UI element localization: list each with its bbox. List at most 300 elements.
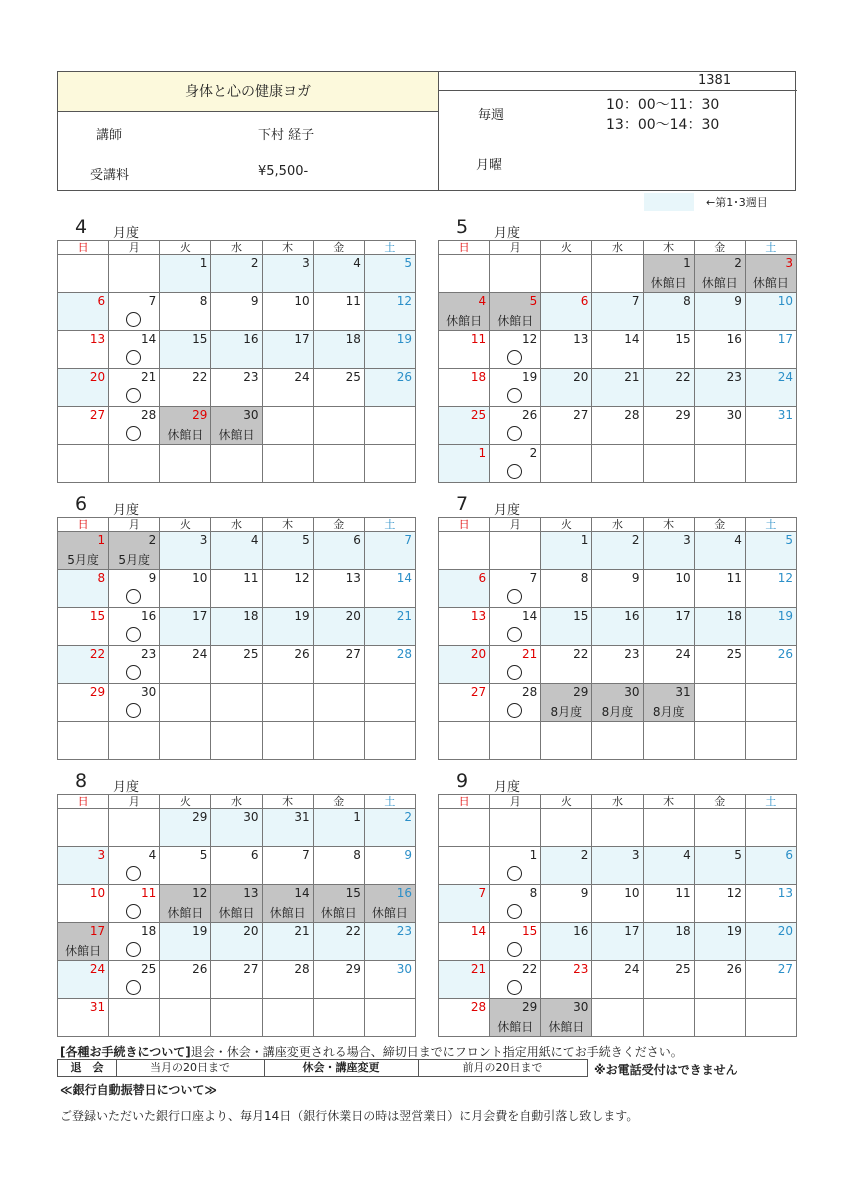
day-cell (694, 847, 745, 885)
day-cell (160, 570, 211, 608)
day-cell (490, 369, 541, 407)
time-slot-1: 10：00～11：30 (606, 97, 720, 113)
day-number: 13 (573, 332, 589, 346)
calendar-grid (438, 517, 797, 760)
day-number: 15 (522, 924, 538, 938)
day-number: 10 (192, 571, 208, 585)
day-cell (643, 445, 694, 483)
week-row (58, 445, 416, 483)
day-cell (109, 369, 160, 407)
day-number: 24 (89, 962, 106, 976)
day-number: 8 (353, 848, 361, 862)
day-number: 21 (141, 370, 157, 384)
day-cell (745, 608, 796, 646)
day-cell (643, 331, 694, 369)
day-cell (694, 885, 745, 923)
day-number: 30 (141, 685, 157, 699)
month-suffix: 月度 (113, 503, 140, 518)
day-cell (109, 999, 160, 1037)
day-number: 26 (522, 408, 538, 422)
day-cell (211, 532, 262, 570)
day-number: 10 (777, 294, 793, 308)
class-day-circle-icon (126, 942, 141, 957)
day-cell (364, 722, 415, 760)
week-row (439, 407, 797, 445)
weekday-header: 火 (160, 241, 211, 255)
day-number: 19 (777, 609, 793, 623)
day-number: 5 (529, 294, 538, 308)
calendar-grid (438, 794, 797, 1037)
day-cell (541, 293, 592, 331)
day-cell (160, 961, 211, 999)
month-header (438, 493, 797, 518)
day-number: 12 (522, 332, 538, 346)
day-number: 1 (478, 446, 487, 460)
month-header (438, 216, 797, 241)
month-number: 9 (456, 770, 469, 792)
day-cell (160, 331, 211, 369)
week-row (58, 255, 416, 293)
legend-note: ←第1･3週目 (706, 196, 768, 209)
day-note: 休館日 (371, 906, 408, 920)
day-number: 13 (243, 886, 259, 900)
weekday-header: 水 (592, 241, 643, 255)
day-cell (364, 331, 415, 369)
day-cell (745, 722, 796, 760)
day-cell (592, 809, 643, 847)
day-cell (58, 885, 109, 923)
day-number: 7 (148, 294, 157, 308)
day-cell (211, 445, 262, 483)
day-cell (592, 407, 643, 445)
day-number: 1 (529, 848, 538, 862)
day-number: 1 (580, 533, 589, 547)
day-cell (211, 331, 262, 369)
day-cell (160, 885, 211, 923)
day-number: 23 (396, 924, 412, 938)
week-row (58, 331, 416, 369)
day-cell (439, 445, 490, 483)
class-title: 身体と心の健康ヨガ (58, 72, 438, 112)
day-cell (694, 722, 745, 760)
day-cell (364, 999, 415, 1037)
month-header (57, 493, 416, 518)
day-cell (592, 684, 643, 722)
week-row (439, 885, 797, 923)
day-cell (160, 809, 211, 847)
day-cell (211, 369, 262, 407)
day-number: 3 (683, 533, 691, 547)
day-number: 24 (675, 647, 691, 661)
weekday-header: 火 (541, 518, 592, 532)
day-number: 6 (580, 294, 589, 308)
day-number: 12 (396, 294, 412, 308)
month-suffix: 月度 (113, 226, 140, 241)
day-cell (262, 255, 313, 293)
week-row (439, 570, 797, 608)
day-cell (109, 532, 160, 570)
day-number: 17 (192, 609, 208, 623)
day-cell (313, 809, 364, 847)
day-cell (745, 570, 796, 608)
day-cell (211, 570, 262, 608)
weekday-header: 月 (109, 518, 160, 532)
weekday-header: 金 (313, 241, 364, 255)
week-row (58, 961, 416, 999)
calendar-grid (57, 517, 416, 760)
day-cell (541, 809, 592, 847)
day-number: 17 (294, 332, 310, 346)
class-day-circle-icon (126, 589, 141, 604)
day-cell (262, 331, 313, 369)
week-row (439, 331, 797, 369)
week-row (58, 722, 416, 760)
weekday-header: 土 (364, 518, 415, 532)
month-suffix: 月度 (494, 780, 521, 795)
day-number: 22 (573, 647, 589, 661)
class-info-box (57, 71, 796, 191)
day-cell (694, 255, 745, 293)
month-calendar (57, 770, 416, 1037)
day-cell (541, 722, 592, 760)
month-calendar (438, 493, 797, 760)
day-cell (364, 608, 415, 646)
frequency: 毎週 (478, 108, 505, 123)
day-number: 21 (396, 609, 412, 623)
day-cell (643, 961, 694, 999)
day-cell (160, 646, 211, 684)
day-cell (592, 532, 643, 570)
day-number: 6 (250, 848, 259, 862)
week-row (439, 722, 797, 760)
day-number: 31 (675, 685, 691, 699)
day-number: 4 (250, 533, 259, 547)
day-cell (364, 570, 415, 608)
day-number: 5 (199, 848, 208, 862)
day-cell (439, 331, 490, 369)
day-cell (160, 923, 211, 961)
weekday-header: 日 (58, 518, 109, 532)
day-cell (58, 809, 109, 847)
week-row (439, 923, 797, 961)
day-note: 休館日 (752, 276, 789, 290)
calendar-grid (438, 240, 797, 483)
day-cell (592, 608, 643, 646)
day-number: 3 (785, 256, 793, 270)
day-note: 休館日 (497, 314, 534, 328)
day-cell (262, 923, 313, 961)
day-number: 14 (522, 609, 538, 623)
day-cell (262, 684, 313, 722)
day-number: 23 (243, 370, 259, 384)
day-cell (160, 608, 211, 646)
day-number: 13 (777, 886, 793, 900)
day-number: 28 (141, 408, 157, 422)
week-row (58, 885, 416, 923)
weekday-header: 木 (643, 795, 694, 809)
day-number: 18 (345, 332, 361, 346)
day-cell (58, 369, 109, 407)
class-day-circle-icon (507, 350, 522, 365)
day-cell (262, 445, 313, 483)
month-number: 8 (75, 770, 88, 792)
day-cell (643, 809, 694, 847)
class-day-circle-icon (507, 980, 522, 995)
day-cell (211, 961, 262, 999)
day-cell (364, 885, 415, 923)
day-number: 9 (250, 294, 259, 308)
day-number: 30 (243, 810, 259, 824)
weekday-header: 月 (109, 241, 160, 255)
day-number: 10 (294, 294, 310, 308)
day-number: 24 (192, 647, 208, 661)
day-number: 11 (243, 571, 259, 585)
day-cell (643, 722, 694, 760)
day-cell (745, 923, 796, 961)
day-cell (211, 684, 262, 722)
class-day-circle-icon (507, 627, 522, 642)
day-number: 30 (726, 408, 742, 422)
day-number: 14 (470, 924, 487, 938)
day-number: 23 (726, 370, 742, 384)
day-number: 5 (734, 848, 742, 862)
day-cell (745, 369, 796, 407)
day-cell (694, 532, 745, 570)
day-cell (592, 847, 643, 885)
day-cell (643, 646, 694, 684)
day-cell (313, 407, 364, 445)
day-cell (541, 255, 592, 293)
class-day-circle-icon (507, 589, 522, 604)
day-number: 28 (624, 408, 640, 422)
day-cell (364, 847, 415, 885)
day-number: 12 (192, 886, 208, 900)
day-number: 17 (675, 609, 691, 623)
day-number: 7 (478, 886, 487, 900)
day-cell (541, 369, 592, 407)
day-cell (490, 570, 541, 608)
weekday-header: 土 (745, 241, 796, 255)
class-day-circle-icon (507, 942, 522, 957)
day-cell (364, 445, 415, 483)
day-number: 18 (243, 609, 259, 623)
week-row (439, 293, 797, 331)
day-number: 7 (631, 294, 640, 308)
class-day-circle-icon (507, 703, 522, 718)
day-cell (694, 646, 745, 684)
day-cell (490, 532, 541, 570)
day-cell (109, 646, 160, 684)
day-cell (541, 999, 592, 1037)
day-cell (211, 293, 262, 331)
day-number: 27 (89, 408, 106, 422)
day-cell (592, 646, 643, 684)
week-row (58, 809, 416, 847)
day-number: 16 (624, 609, 640, 623)
day-cell (364, 646, 415, 684)
day-number: 25 (345, 370, 361, 384)
day-number: 8 (580, 571, 589, 585)
weekday-header: 土 (745, 795, 796, 809)
day-cell (313, 532, 364, 570)
day-number: 6 (478, 571, 487, 585)
day-cell (745, 961, 796, 999)
week-row (439, 684, 797, 722)
day-cell (745, 445, 796, 483)
day-number: 18 (141, 924, 157, 938)
day-number: 5 (785, 533, 793, 547)
day-cell (160, 407, 211, 445)
month-calendar (438, 770, 797, 1037)
day-cell (541, 961, 592, 999)
month-number: 5 (456, 216, 469, 238)
day-cell (592, 961, 643, 999)
day-cell (160, 445, 211, 483)
class-day: 月曜 (476, 158, 503, 173)
day-number: 13 (89, 332, 106, 346)
day-cell (694, 809, 745, 847)
day-cell (490, 999, 541, 1037)
procedures-heading: [各種お手続きについて] (60, 1045, 191, 1059)
day-cell (58, 570, 109, 608)
day-number: 19 (726, 924, 742, 938)
class-day-circle-icon (507, 426, 522, 441)
day-cell (262, 885, 313, 923)
day-number: 20 (243, 924, 259, 938)
day-number: 30 (396, 962, 412, 976)
withdraw-label: 退 会 (58, 1060, 117, 1076)
day-number: 29 (522, 1000, 538, 1014)
day-number: 28 (396, 647, 412, 661)
week-row (58, 646, 416, 684)
class-day-circle-icon (126, 980, 141, 995)
day-number: 29 (192, 408, 208, 422)
day-number: 10 (89, 886, 106, 900)
time-slot-2: 13：00～14：30 (606, 117, 720, 133)
day-cell (745, 847, 796, 885)
week-row (58, 684, 416, 722)
week-row (439, 847, 797, 885)
day-cell (109, 570, 160, 608)
day-number: 25 (675, 962, 691, 976)
day-cell (58, 331, 109, 369)
day-cell (109, 445, 160, 483)
day-cell (592, 722, 643, 760)
week-row (439, 961, 797, 999)
day-number: 1 (97, 533, 106, 547)
weekday-header: 土 (364, 795, 415, 809)
day-cell (109, 684, 160, 722)
week-row (439, 608, 797, 646)
day-cell (58, 923, 109, 961)
week-row (439, 809, 797, 847)
day-cell (643, 923, 694, 961)
day-cell (541, 923, 592, 961)
day-cell (439, 885, 490, 923)
day-number: 31 (89, 1000, 106, 1014)
day-note: 5月度 (67, 553, 99, 567)
day-number: 10 (675, 571, 691, 585)
day-number: 21 (470, 962, 487, 976)
week-row (439, 255, 797, 293)
day-number: 15 (192, 332, 208, 346)
day-cell (364, 532, 415, 570)
day-cell (694, 608, 745, 646)
day-cell (160, 255, 211, 293)
day-number: 20 (573, 370, 589, 384)
weekday-header: 日 (58, 795, 109, 809)
day-cell (58, 999, 109, 1037)
day-cell (541, 684, 592, 722)
day-number: 15 (675, 332, 691, 346)
day-number: 2 (250, 256, 259, 270)
bank-heading: ≪銀行自動振替日について≫ (60, 1083, 217, 1097)
day-number: 20 (470, 647, 487, 661)
month-suffix: 月度 (113, 780, 140, 795)
day-number: 18 (675, 924, 691, 938)
day-cell (364, 369, 415, 407)
month-calendar (57, 493, 416, 760)
day-cell (541, 407, 592, 445)
day-note: 休館日 (167, 428, 204, 442)
weekday-header: 金 (694, 241, 745, 255)
weekday-header: 木 (643, 518, 694, 532)
day-cell (364, 923, 415, 961)
fee-label: 受講料 (90, 168, 130, 183)
day-number: 29 (89, 685, 106, 699)
day-cell (643, 570, 694, 608)
withdraw-deadline: 当月の20日まで (116, 1060, 265, 1076)
day-cell (745, 646, 796, 684)
day-cell (490, 961, 541, 999)
calendar-grid (57, 240, 416, 483)
day-cell (490, 293, 541, 331)
day-cell (58, 445, 109, 483)
day-number: 31 (777, 408, 793, 422)
day-note: 休館日 (320, 906, 357, 920)
day-cell (643, 608, 694, 646)
class-day-circle-icon (126, 627, 141, 642)
day-cell (313, 255, 364, 293)
day-number: 6 (785, 848, 793, 862)
day-number: 30 (573, 1000, 589, 1014)
day-cell (541, 570, 592, 608)
day-number: 22 (522, 962, 538, 976)
day-cell (643, 255, 694, 293)
week-row (439, 445, 797, 483)
day-number: 7 (302, 848, 310, 862)
day-number: 28 (522, 685, 538, 699)
day-cell (313, 722, 364, 760)
day-cell (160, 999, 211, 1037)
day-number: 4 (683, 848, 691, 862)
day-cell (211, 255, 262, 293)
day-cell (313, 684, 364, 722)
day-number: 6 (97, 294, 106, 308)
day-number: 11 (470, 332, 487, 346)
day-number: 29 (675, 408, 691, 422)
day-note: 休館日 (218, 906, 255, 920)
deadline-table (57, 1059, 588, 1077)
day-cell (592, 885, 643, 923)
day-number: 1 (683, 256, 691, 270)
day-cell (439, 809, 490, 847)
procedures-text: 退会・休会・講座変更される場合、締切日までにフロント指定用紙にてお手続きください。 (190, 1045, 683, 1059)
day-cell (490, 331, 541, 369)
day-cell (592, 369, 643, 407)
day-number: 24 (294, 370, 310, 384)
day-cell (694, 369, 745, 407)
